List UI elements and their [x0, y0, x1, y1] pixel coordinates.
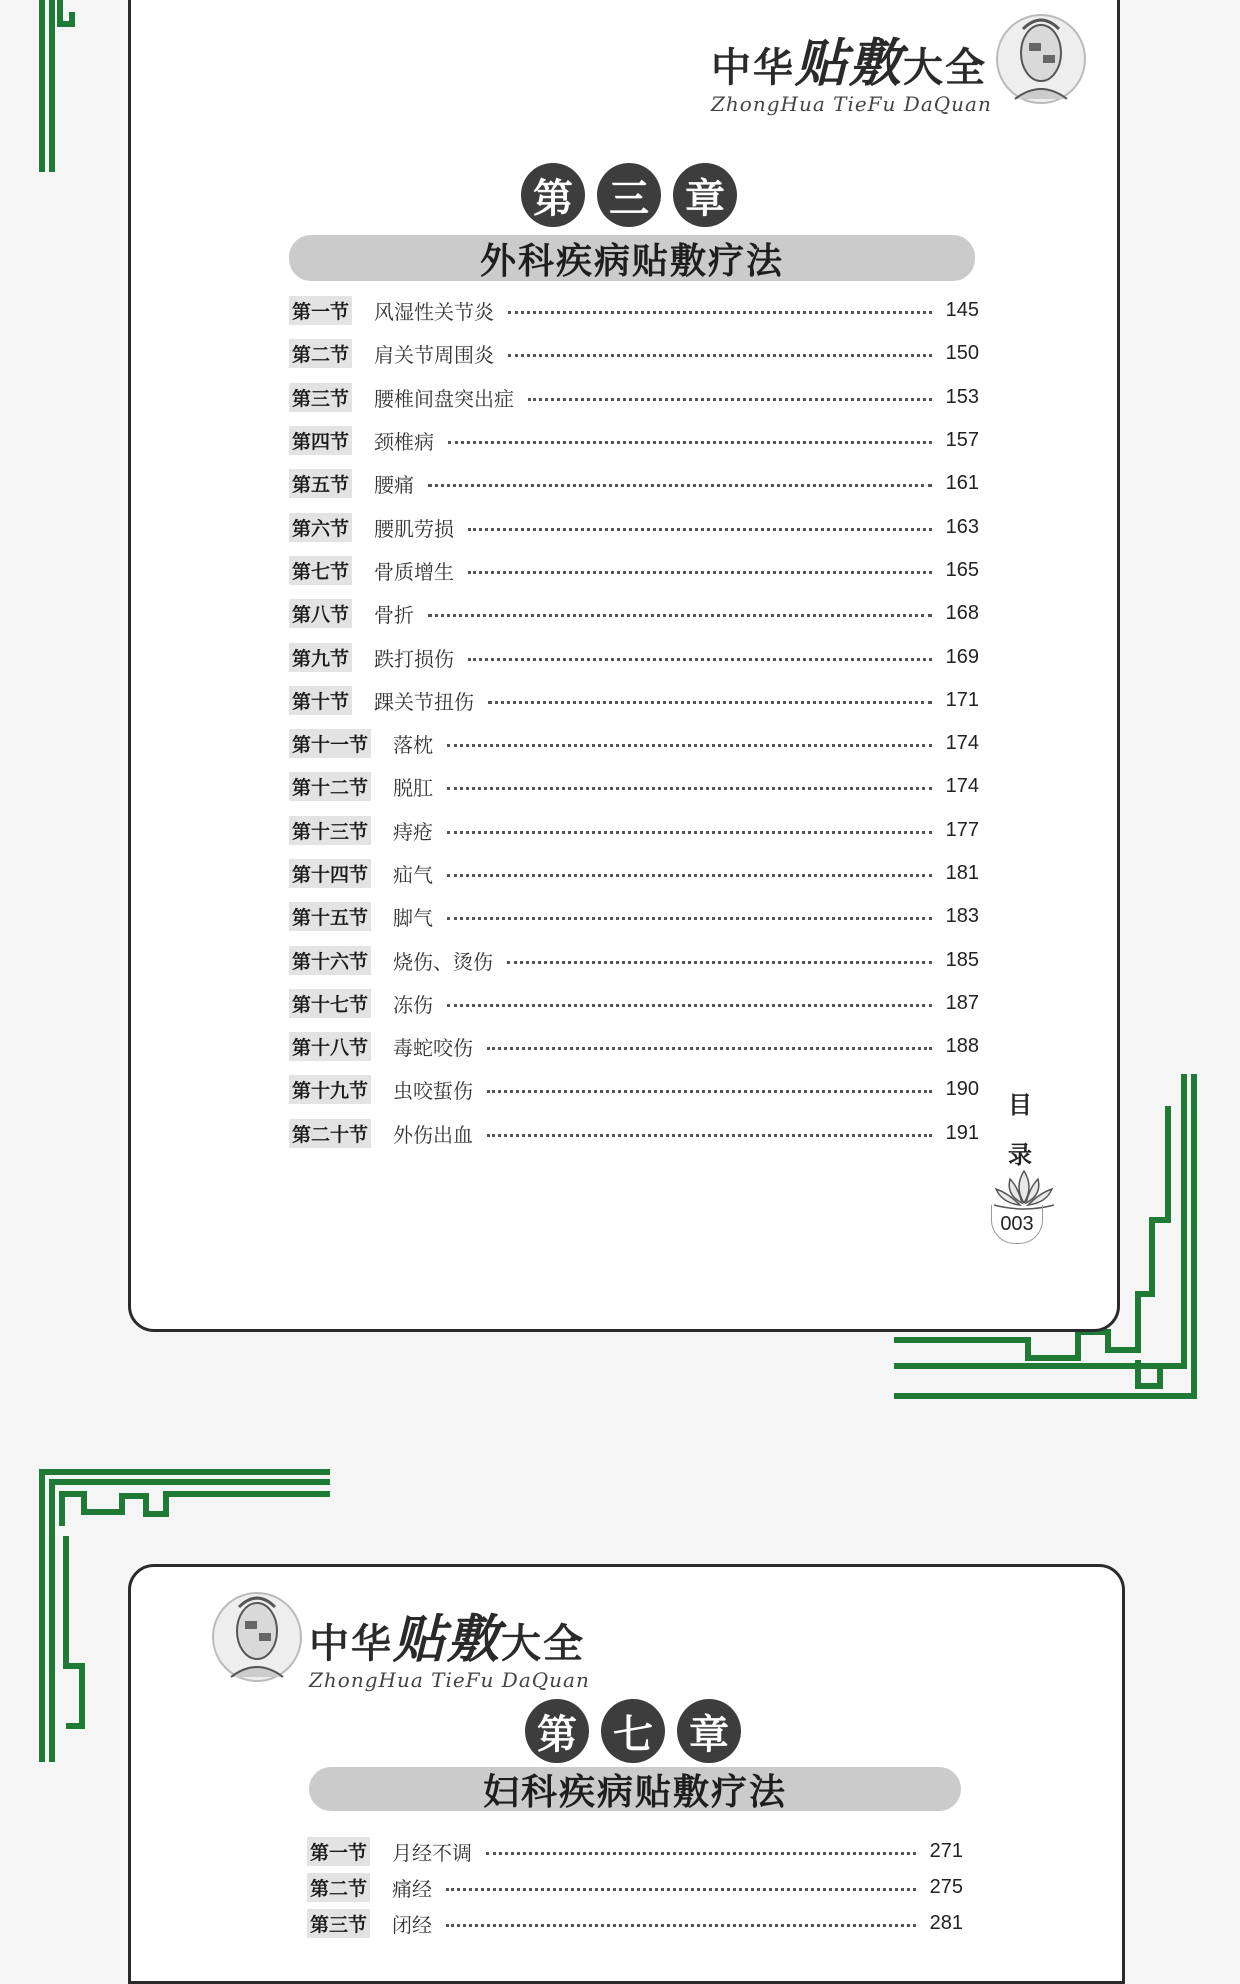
brand-cn-big: 贴敷	[795, 33, 904, 94]
dot-leader	[447, 787, 932, 790]
section-title: 外伤出血	[393, 1122, 474, 1147]
section-number: 第五节	[289, 469, 352, 498]
page-number: 190	[945, 1078, 979, 1101]
section-number: 第一节	[307, 1837, 370, 1866]
section-title: 痔疮	[393, 819, 434, 844]
page-number: 161	[945, 472, 979, 495]
section-title: 肩关节周围炎	[374, 343, 495, 368]
dot-leader	[428, 484, 932, 487]
toc-list	[307, 1833, 963, 1941]
brand-en: ZhongHua TieFu DaQuan	[711, 92, 992, 116]
page-number: 281	[929, 1911, 963, 1934]
section-title: 脚气	[393, 906, 434, 931]
dot-leader	[508, 311, 932, 314]
section-number: 第十一节	[289, 729, 371, 758]
toc-entry[interactable]	[289, 765, 979, 808]
side-label-mu: 目	[1008, 1091, 1032, 1119]
page-number: 183	[945, 905, 979, 928]
section-title: 冻伤	[393, 992, 434, 1017]
section-title: 骨质增生	[374, 559, 455, 584]
section-title: 痛经	[392, 1876, 433, 1901]
section-title: 虫咬蜇伤	[393, 1079, 474, 1104]
chapter-circle: 三	[597, 163, 661, 227]
section-title: 跌打损伤	[374, 646, 455, 671]
section-title: 腰痛	[374, 473, 415, 498]
chapter-title: 妇科疾病贴敷疗法	[309, 1767, 961, 1811]
toc-entry[interactable]	[289, 722, 979, 765]
section-number: 第八节	[289, 599, 352, 628]
page-number: 145	[945, 299, 979, 322]
dot-leader	[507, 961, 932, 964]
chapter-circle: 章	[677, 1699, 741, 1763]
mascot-icon	[209, 1587, 305, 1687]
dot-leader	[447, 831, 932, 834]
section-title: 闭经	[392, 1912, 433, 1937]
section-number: 第十四节	[289, 859, 371, 888]
toc-entry[interactable]	[289, 982, 979, 1025]
section-title: 腰肌劳损	[374, 516, 455, 541]
dot-leader	[528, 398, 932, 401]
dot-leader	[487, 1090, 932, 1093]
section-number: 第九节	[289, 643, 352, 672]
toc-entry[interactable]	[289, 332, 979, 375]
section-title: 风湿性关节炎	[374, 300, 495, 325]
toc-entry[interactable]	[289, 895, 979, 938]
page-number: 275	[929, 1875, 963, 1898]
dot-leader	[508, 354, 932, 357]
dot-leader	[447, 744, 932, 747]
page-number: 174	[945, 775, 979, 798]
toc-entry[interactable]	[289, 419, 979, 462]
toc-entry[interactable]	[289, 376, 979, 419]
dot-leader	[446, 1924, 916, 1927]
section-title: 脱肛	[393, 776, 434, 801]
page-number-badge: 003	[991, 1205, 1043, 1244]
section-title: 毒蛇咬伤	[393, 1036, 474, 1061]
dot-leader	[487, 1047, 932, 1050]
section-number: 第十六节	[289, 946, 371, 975]
toc-entry[interactable]	[289, 1025, 979, 1068]
page-number: 188	[945, 1035, 979, 1058]
section-number: 第三节	[307, 1909, 370, 1938]
toc-entry[interactable]	[307, 1905, 963, 1941]
dot-leader	[447, 917, 932, 920]
dot-leader	[487, 1134, 932, 1137]
toc-entry[interactable]	[289, 462, 979, 505]
chapter-title: 外科疾病贴敷疗法	[289, 235, 975, 281]
page-number: 181	[945, 862, 979, 884]
page-number: 163	[945, 515, 979, 538]
brand-en: ZhongHua TieFu DaQuan	[309, 1668, 590, 1692]
chapter-circle: 第	[521, 163, 585, 227]
page-number: 191	[945, 1121, 979, 1144]
dot-leader	[447, 874, 932, 877]
section-number: 第十五节	[289, 902, 371, 931]
page-number: 271	[929, 1839, 963, 1862]
section-title: 腰椎间盘突出症	[374, 386, 515, 411]
toc-page-chapter-7	[128, 1564, 1125, 1984]
section-title: 踝关节扭伤	[374, 689, 475, 714]
toc-entry[interactable]	[307, 1869, 963, 1905]
page-number: 187	[945, 991, 979, 1014]
section-number: 第十节	[289, 686, 352, 715]
toc-entry[interactable]	[289, 1112, 979, 1155]
section-number: 第十八节	[289, 1032, 371, 1061]
section-number: 第四节	[289, 426, 352, 455]
dot-leader	[468, 571, 932, 574]
section-number: 第二节	[307, 1873, 370, 1902]
chapter-circle: 七	[601, 1699, 665, 1763]
page-number: 157	[945, 429, 979, 452]
toc-entry[interactable]	[289, 809, 979, 852]
toc-entry[interactable]	[289, 505, 979, 548]
toc-list	[289, 289, 979, 1155]
section-number: 第十九节	[289, 1075, 371, 1104]
mascot-icon	[993, 9, 1089, 109]
toc-page-chapter-3	[128, 0, 1120, 1332]
toc-entry[interactable]	[289, 289, 979, 332]
brand-logo	[711, 21, 992, 116]
chapter-number	[525, 1699, 741, 1763]
dot-leader	[428, 614, 932, 617]
green-frame-top-left	[36, 0, 76, 175]
section-title: 月经不调	[392, 1840, 473, 1865]
section-number: 第二十节	[289, 1119, 371, 1148]
toc-entry[interactable]	[307, 1833, 963, 1869]
toc-entry[interactable]	[289, 852, 979, 895]
section-number: 第十三节	[289, 816, 371, 845]
brand-cn-suffix: 大全	[501, 1620, 586, 1667]
section-title: 骨折	[374, 603, 415, 628]
dot-leader	[488, 701, 932, 704]
chapter-circle: 章	[673, 163, 737, 227]
page-number: 177	[945, 818, 979, 841]
section-title: 颈椎病	[374, 430, 435, 455]
dot-leader	[468, 528, 932, 531]
toc-entry[interactable]	[289, 1068, 979, 1111]
brand-cn-big: 贴敷	[393, 1609, 502, 1670]
page-number: 150	[945, 342, 979, 365]
section-number: 第七节	[289, 556, 352, 585]
section-title: 烧伤、烫伤	[393, 949, 494, 974]
page-number: 168	[945, 602, 979, 625]
section-title: 疝气	[393, 863, 434, 887]
toc-entry[interactable]	[289, 679, 979, 722]
side-label-lu: 录	[1008, 1141, 1032, 1169]
section-number: 第十七节	[289, 989, 371, 1018]
page-number: 165	[945, 558, 979, 581]
dot-leader	[468, 658, 932, 661]
section-number: 第一节	[289, 296, 352, 325]
brand-logo	[309, 1597, 590, 1692]
brand-cn-prefix: 中华	[711, 44, 795, 91]
toc-entry[interactable]	[289, 549, 979, 592]
page-number: 153	[945, 385, 979, 408]
dot-leader	[448, 441, 932, 444]
page-number: 185	[945, 948, 979, 971]
chapter-number	[521, 163, 737, 227]
toc-entry[interactable]	[289, 938, 979, 981]
dot-leader	[446, 1888, 916, 1891]
section-number: 第三节	[289, 383, 352, 412]
brand-cn-suffix: 大全	[903, 44, 988, 91]
section-number: 第二节	[289, 339, 352, 368]
dot-leader	[447, 1004, 932, 1007]
chapter-circle: 第	[525, 1699, 589, 1763]
page-number: 174	[945, 732, 979, 755]
dot-leader	[486, 1852, 916, 1855]
page-number: 169	[945, 645, 979, 668]
toc-entry[interactable]	[289, 635, 979, 678]
toc-entry[interactable]	[289, 592, 979, 635]
section-title: 落枕	[393, 733, 434, 758]
section-number: 第十二节	[289, 772, 371, 801]
page-number: 171	[945, 688, 979, 711]
section-number: 第六节	[289, 513, 352, 542]
brand-cn-prefix: 中华	[309, 1620, 393, 1667]
